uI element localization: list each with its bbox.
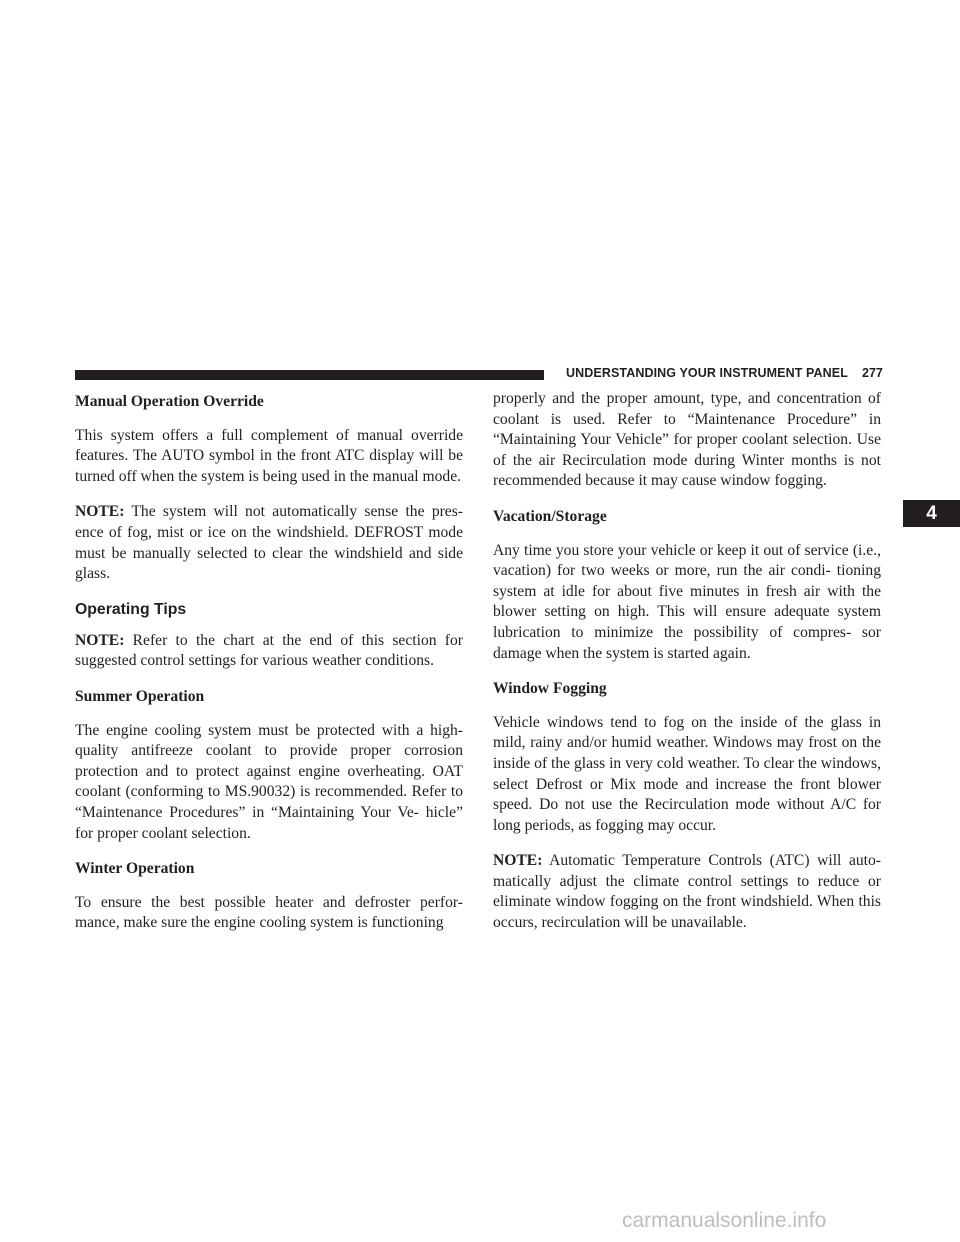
page-number: 277 xyxy=(862,366,883,380)
running-header-title: UNDERSTANDING YOUR INSTRUMENT PANEL xyxy=(566,366,848,380)
right-column xyxy=(493,389,881,949)
heading-manual-operation-override: Manual Operation Override xyxy=(75,393,264,410)
note-text: Automatic Temperature Controls (ATC) will auto- matically adjust the climate control settings to reduce or eliminate window fogging on the front windshield. When this occurs, recirculation will be unavailable. xyxy=(493,852,881,932)
note-text: Refer to the chart at the end of this section for suggested control settings for various weather conditions. xyxy=(75,631,463,670)
note-text: The system will not automatically sense the pres- ence of fog, mist or ice on the windshield. DEFROST mode must be manually selected to clear the windshield and side glass. xyxy=(75,503,463,583)
note-manual-override xyxy=(75,502,463,584)
heading-operating-tips: Operating Tips xyxy=(75,600,187,618)
note-label: NOTE: xyxy=(75,503,125,521)
paragraph-winter-operation: To ensure the best possible heater and defroster perfor- mance, make sure the engine cooling system is functioning xyxy=(75,893,463,932)
heading-summer-operation: Summer Operation xyxy=(75,687,205,705)
left-column xyxy=(75,392,463,949)
paragraph-summer-operation: The engine cooling system must be protected with a high-quality antifreeze coolant to provide proper corrosion protection and to protect against engine overheating. OAT coolant (conforming to MS.90032) is recommended. Refer to “Maintenance Procedures” in “Maintaining Your Ve- hicle” for proper coolant selection. xyxy=(75,721,463,842)
watermark-text: carmanualsonline.info xyxy=(622,1209,827,1232)
note-operating-tips xyxy=(75,631,463,672)
note-label: NOTE: xyxy=(493,852,543,870)
paragraph-manual-override: This system offers a full complement of manual override features. The AUTO symbol in the front ATC display will be turned off when the system is being used in the manual mode. xyxy=(75,426,463,485)
chapter-tab: 4 xyxy=(903,500,960,527)
note-window-fogging xyxy=(493,851,881,933)
paragraph-vacation-storage: Any time you store your vehicle or keep it out of service (i.e., vacation) for two weeks or more, run the air condi- tioning system at idle for about five minutes in fresh air with the blower setting on high. This will ensure adequate system lubrication to minimize the possibility of compres- sor damage when the system is started again. xyxy=(493,541,881,662)
heading-winter-operation: Winter Operation xyxy=(75,860,195,878)
heading-window-fogging: Window Fogging xyxy=(493,680,607,698)
heading-vacation-storage: Vacation/Storage xyxy=(493,507,607,525)
paragraph-winter-continued: properly and the proper amount, type, and concentration of coolant is used. Refer to “Maintenance Procedure” in “Maintaining Your Vehicle” for proper coolant selection. Use of the air Recirculation mode during Winter months is not recommended because it may cause window fogging. xyxy=(493,390,881,490)
note-label: NOTE: xyxy=(75,631,125,649)
header-rule xyxy=(75,370,544,380)
paragraph-window-fogging: Vehicle windows tend to fog on the inside of the glass in mild, rainy and/or humid weather. Windows may frost on the inside of the glass in very cold weather. To clear the windows, select Defrost or Mix mode and increase the front blower speed. Do not use the Recirculation mode without A/C for long periods, as fogging may occur. xyxy=(493,713,881,834)
